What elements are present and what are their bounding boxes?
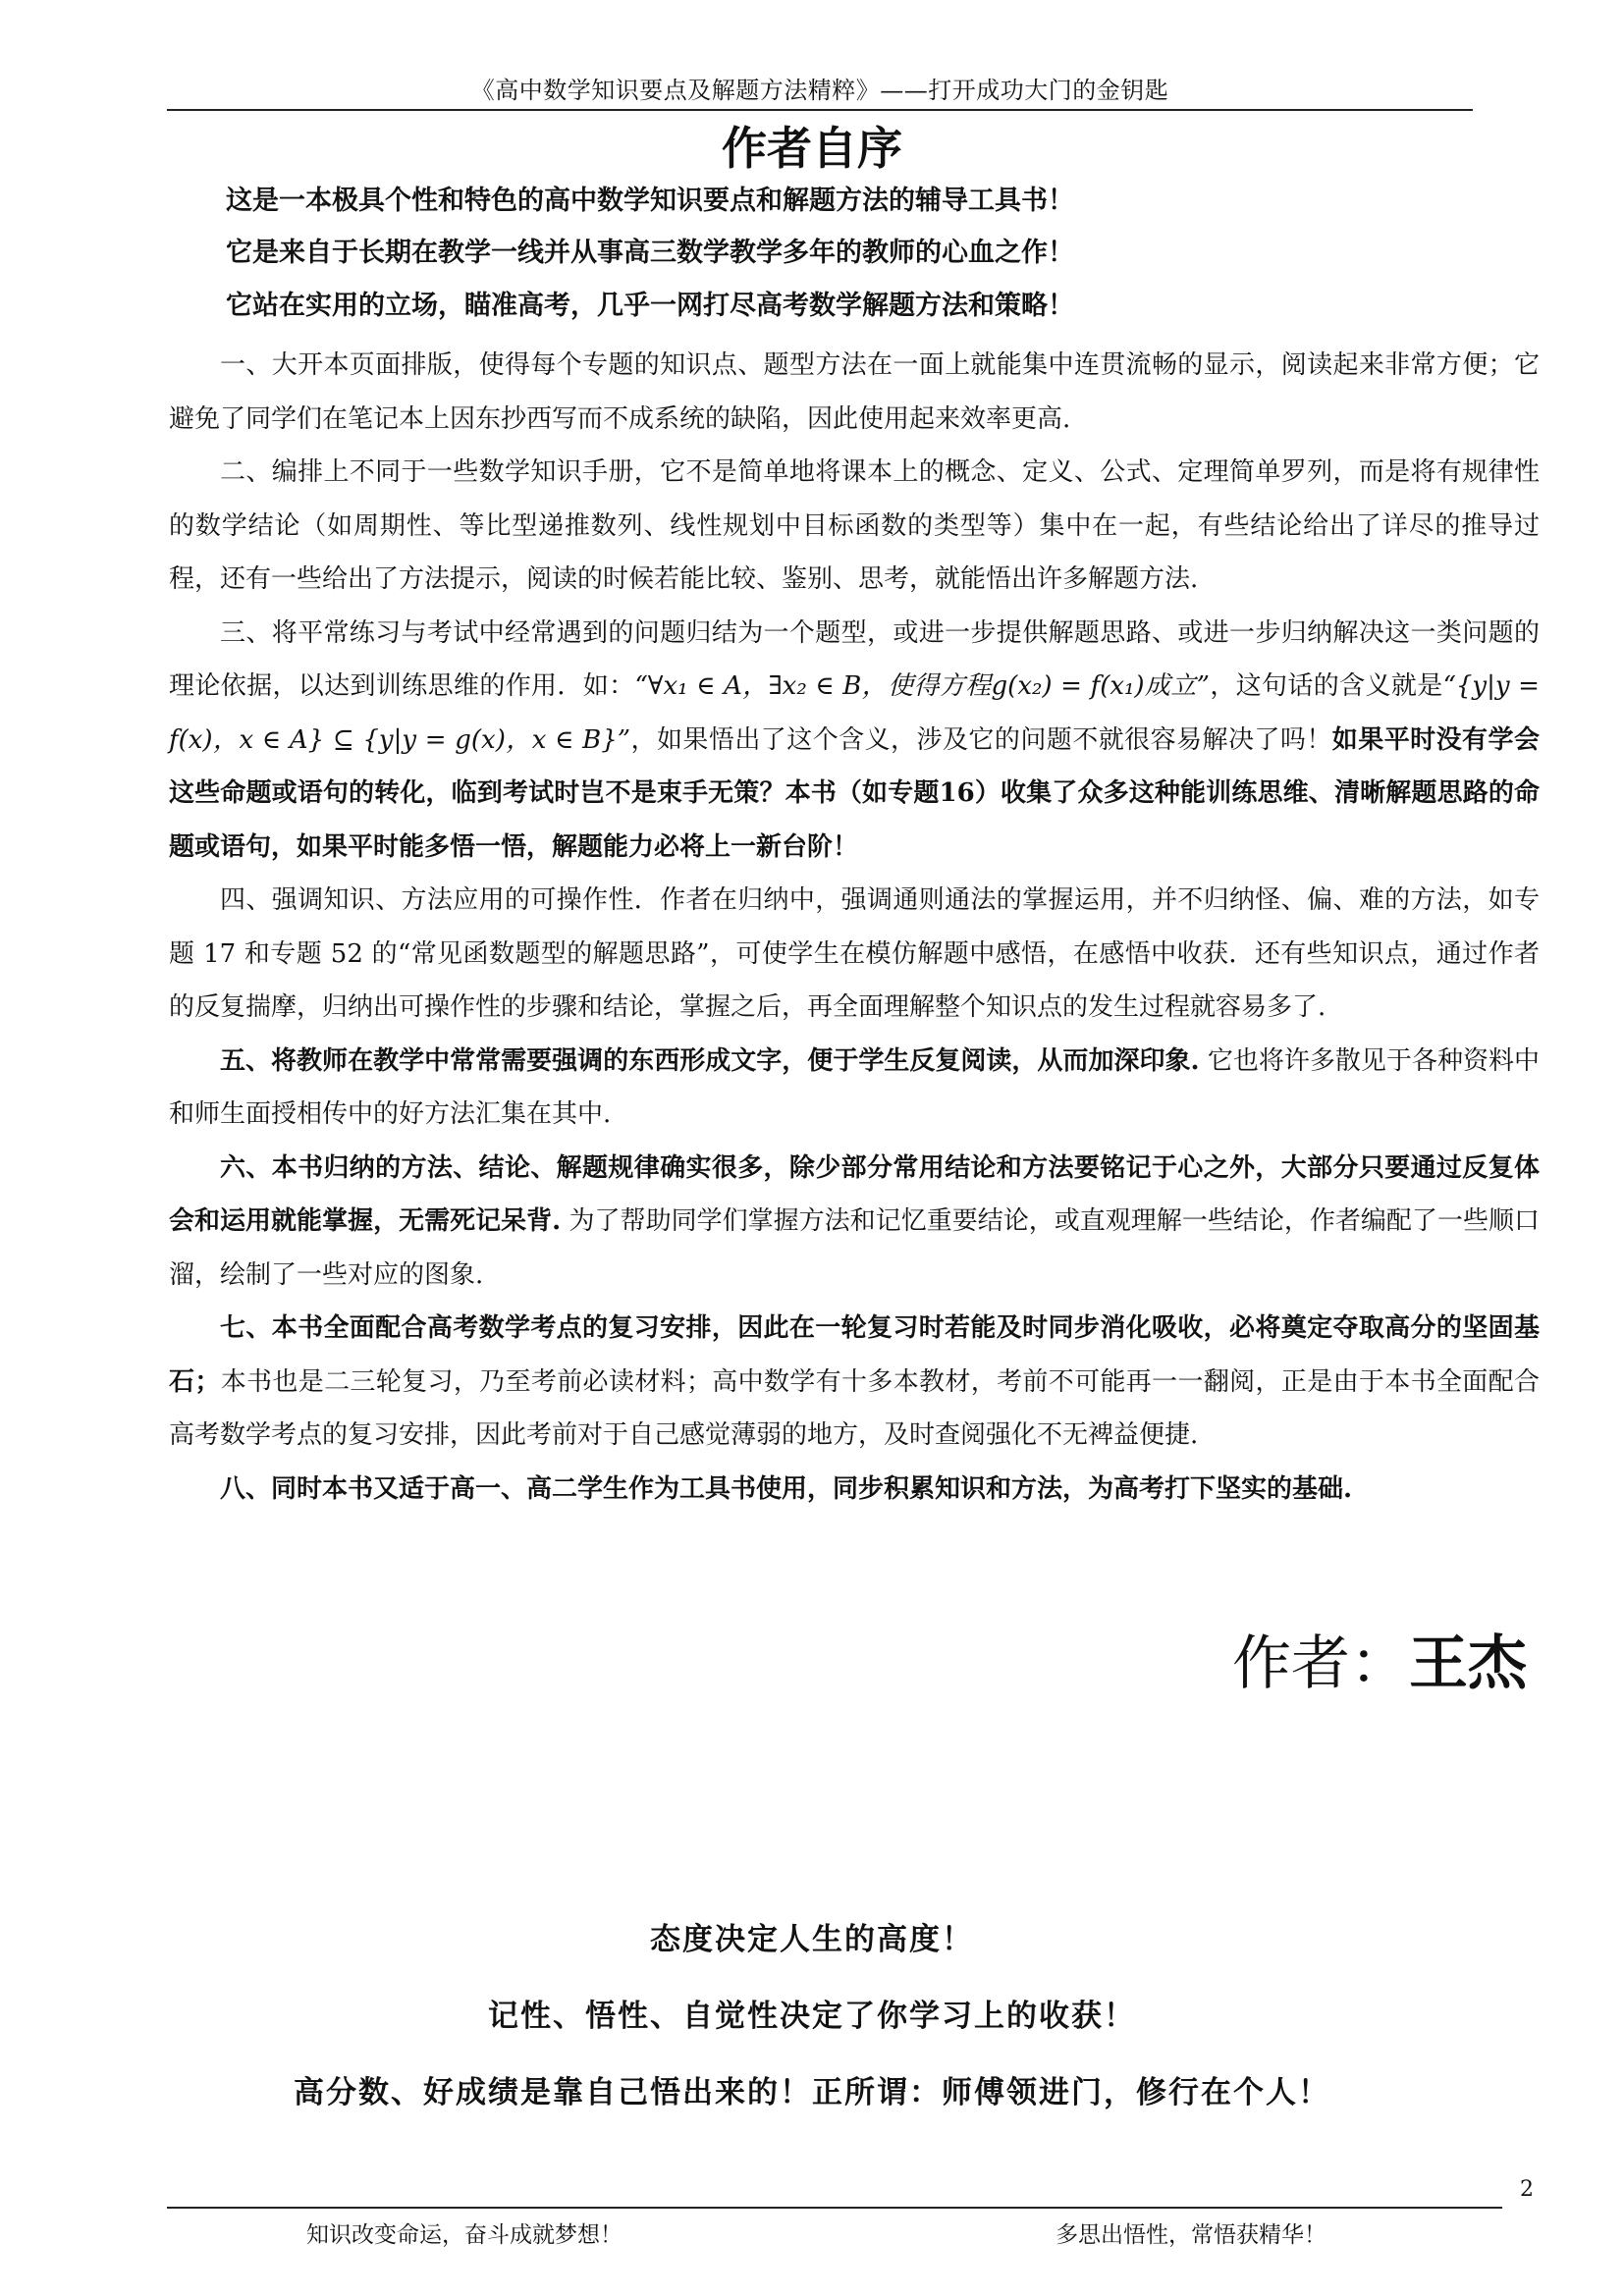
author-label: 作者： <box>1232 1629 1409 1698</box>
paragraph-6 <box>169 1142 1540 1303</box>
footer-divider <box>167 2207 1502 2209</box>
math-quote-2: “{y|y = f(x)，x ∈ A} ⊆ {y|y = g(x)，x ∈ B}” <box>169 671 1540 755</box>
running-header: 《高中数学知识要点及解题方法精粹》——打开成功大门的金钥匙 <box>470 77 1169 104</box>
header-divider <box>167 109 1473 111</box>
intro-line-2: 它是来自于长期在教学一线并从事高三数学教学多年的教师的心血之作！ <box>226 238 1074 268</box>
footer-slogan-right: 多思出悟性，常悟获精华！ <box>1056 2222 1326 2248</box>
preface-body <box>169 339 1540 1516</box>
paragraph-8 <box>169 1463 1540 1517</box>
author-name: 王杰 <box>1409 1629 1527 1698</box>
paragraph-1: 一、大开本页面排版，使得每个专题的知识点、题型方法在一面上就能集中连贯流畅的显示，阅读起来非常方便；它避免了同学们在笔记本上因东抄西写而不成系统的缺陷，因此使用起来效率更高. <box>169 350 1540 434</box>
paragraph-6-rest: 为了帮助同学们掌握方法和记忆重要结论，或直观理解一些结论，作者编配了一些顺口溜，绘制了一些对应的图象. <box>169 1206 1540 1290</box>
paragraph-4: 四、强调知识、方法应用的可操作性．作者在归纳中，强调通则通法的掌握运用，并不归纳怪、偏、难的方法，如专题 17 和专题 52 的“常见函数题型的解题思路”，可使学生在模仿解题中感悟，在感悟中收获．还有些知识点，通过作者的反复揣摩，归纳出可操作性的步骤和结论，掌握之后，再全面理解整个知识点的发生过程就容易多了. <box>169 885 1540 1022</box>
paragraph-3-text-b: ，这句话的含义就是 <box>1209 671 1443 701</box>
page-number: 2 <box>1520 2177 1534 2202</box>
paragraph-7-rest: 本书也是二三轮复习，乃至考前必读材料；高中数学有十多本教材，考前不可能再一一翻阅，正是由于本书全面配合高考数学考点的复习安排，因此考前对于自己感觉薄弱的地方，及时查阅强化不无裨益便捷. <box>169 1366 1540 1450</box>
motto-line-1: 态度决定人生的高度！ <box>650 1922 974 1957</box>
paragraph-8-bold: 八、同时本书又适于高一、高二学生作为工具书使用，同步积累知识和方法，为高考打下坚实的基础. <box>220 1473 1353 1504</box>
footer-slogan-left: 知识改变命运，奋斗成就梦想！ <box>306 2222 623 2248</box>
paragraph-5-rest: 它也将许多散见于各种资料中和师生面授相传中的好方法汇集在其中. <box>169 1045 1540 1129</box>
motto-line-3: 高分数、好成绩是靠自己悟出来的！正所谓：师傅领进门，修行在个人！ <box>294 2075 1330 2110</box>
paragraph-7-bold: 七、本书全面配合高考数学考点的复习安排，因此在一轮复习时若能及时同步消化吸收，必将奠定夺取高分的坚固基石； <box>169 1313 1540 1397</box>
paragraph-3-bold: 如果平时没有学会这些命题或语句的转化，临到考试时岂不是束手无策？本书（如专题16）收集了众多这种能训练思维、清晰解题思路的命题或语句，如果平时能多悟一悟，解题能力必将上一新台阶！ <box>169 724 1540 862</box>
paragraph-3-text-c: ，如果悟出了这个含义，涉及它的问题不就很容易解决了吗！ <box>630 724 1332 755</box>
author-signature <box>1232 1625 1527 1703</box>
math-quote-1: “∀x₁ ∈ A，∃x₂ ∈ B，使得方程g(x₂) = f(x₁)成立” <box>634 671 1210 701</box>
paragraph-5-bold: 五、将教师在教学中常常需要强调的东西形成文字，便于学生反复阅读，从而加深印象. <box>220 1045 1200 1076</box>
paragraph-7 <box>169 1302 1540 1463</box>
paragraph-3 <box>169 607 1540 875</box>
intro-line-1: 这是一本极具个性和特色的高中数学知识要点和解题方法的辅导工具书！ <box>226 186 1074 216</box>
motto-line-2: 记性、悟性、自觉性决定了你学习上的收获！ <box>488 1999 1136 2034</box>
intro-line-3: 它站在实用的立场，瞄准高考，几乎一网打尽高考数学解题方法和策略！ <box>226 291 1074 321</box>
paragraph-5 <box>169 1035 1540 1142</box>
paragraph-6-bold: 六、本书归纳的方法、结论、解题规律确实很多，除少部分常用结论和方法要铭记于心之外，大部分只要通过反复体会和运用就能掌握，无需死记呆背. <box>169 1152 1540 1236</box>
page-title: 作者自序 <box>722 122 902 175</box>
paragraph-2: 二、编排上不同于一些数学知识手册，它不是简单地将课本上的概念、定义、公式、定理简单罗列，而是将有规律性的数学结论（如周期性、等比型递推数列、线性规划中目标函数的类型等）集中在一起，有些结论给出了详尽的推导过程，还有一些给出了方法提示，阅读的时候若能比较、鉴别、思考，就能悟出许多解题方法. <box>169 457 1540 594</box>
paragraph-3-text-a: 三、将平常练习与考试中经常遇到的问题归结为一个题型，或进一步提供解题思路、或进一步归纳解决这一类问题的理论依据，以达到训练思维的作用．如： <box>169 617 1540 701</box>
